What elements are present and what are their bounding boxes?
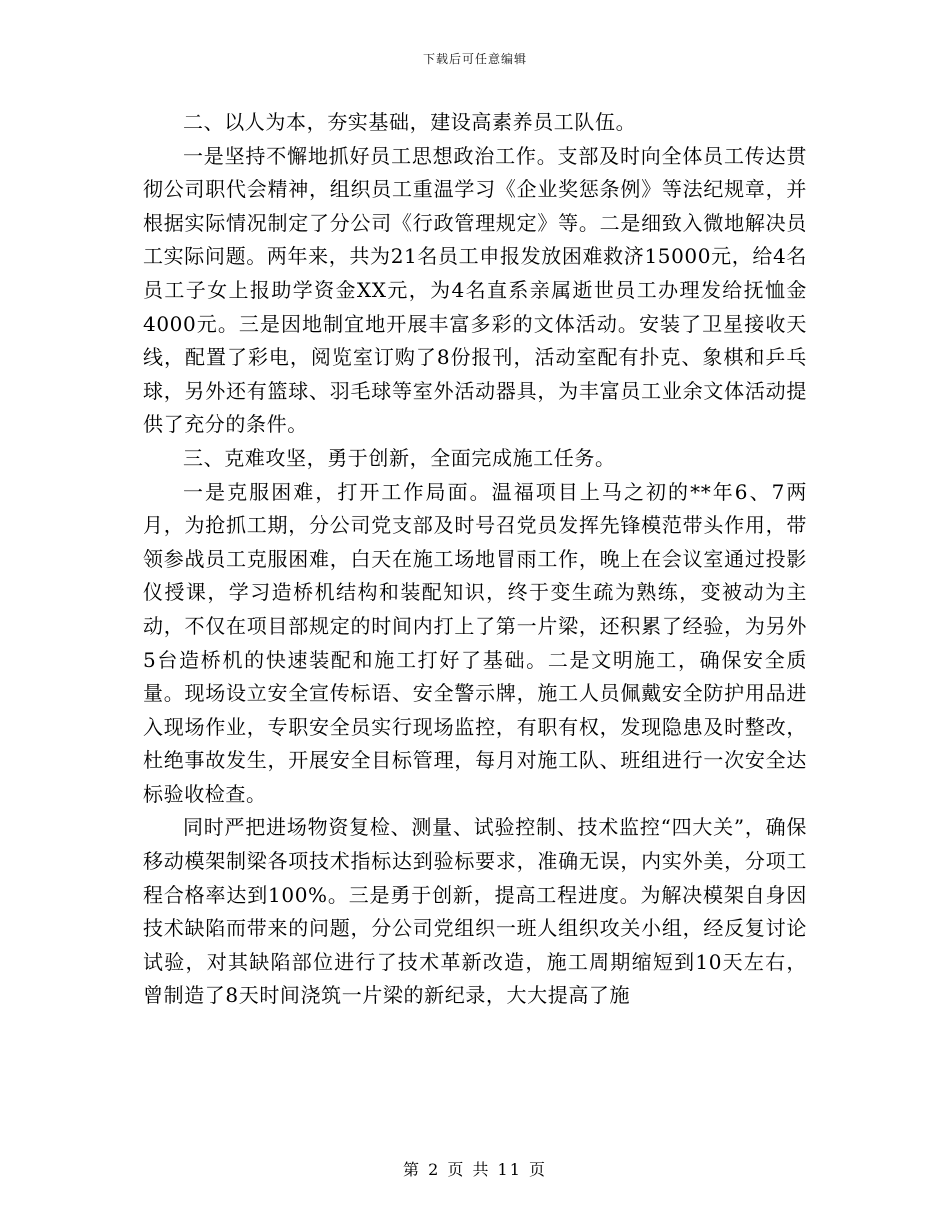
page-number-footer: 第 2 页 共 11 页 xyxy=(403,1160,547,1179)
body-paragraph: 同时严把进场物资复检、测量、试验控制、技术监控“四大关”，确保移动模架制梁各项技术指标达到验标要求，准确无误，内实外美，分项工程合格率达到100%。三是勇于创新，提高工程进度。为解决模架自身因技术缺陷而带来的问题，分公司党组织一班人组织攻关小组，经反复讨论试验，对其缺陷部位进行了技术革新改造，施工周期缩短到10天左右，曾制造了8天时间浇筑一片梁的新纪录，大大提高了施 xyxy=(143,815,807,1008)
body-paragraph: 一是坚持不懈地抓好员工思想政治工作。支部及时向全体员工传达贯彻公司职代会精神，组织员工重温学习《企业奖惩条例》等法纪规章，并根据实际情况制定了分公司《行政管理规定》等。二是细致入微地解决员工实际问题。两年来，共为21名员工申报发放困难救济15000元，给4名员工子女上报助学资金XX元，为4名直系亲属逝世员工办理发给抚恤金4000元。三是因地制宜地开展丰富多彩的文体活动。安装了卫星接收天线，配置了彩电，阅览室订购了8份报刊，活动室配有扑克、象棋和乒乓球，另外还有篮球、羽毛球等室外活动器具，为丰富员工业余文体活动提供了充分的条件。 xyxy=(143,143,807,437)
document-body xyxy=(143,106,807,1013)
section-heading-2: 二、以人为本，夯实基础，建设高素养员工队伍。 xyxy=(183,110,637,134)
body-paragraph: 一是克服困难，打开工作局面。温福项目上马之初的**年6、7两月，为抢抓工期，分公司党支部及时号召党员发挥先锋模范带头作用，带领参战员工克服困难，白天在施工场地冒雨工作，晚上在会议室通过投影仪授课，学习造桥机结构和装配知识，终于变生疏为熟练，变被动为主动，不仅在项目部规定的时间内打上了第一片梁，还积累了经验，为另外5台造桥机的快速装配和施工打好了基础。二是文明施工，确保安全质量。现场设立安全宣传标语、安全警示牌，施工人员佩戴安全防护用品进入现场作业，专职安全员实行现场监控，有职有权，发现隐患及时整改，杜绝事故发生，开展安全目标管理，每月对施工队、班组进行一次安全达标验收检查。 xyxy=(143,479,807,806)
page-header: 下载后可任意编辑 xyxy=(422,52,527,66)
section-heading-3: 三、克难攻坚，勇于创新，全面完成施工任务。 xyxy=(183,445,616,470)
